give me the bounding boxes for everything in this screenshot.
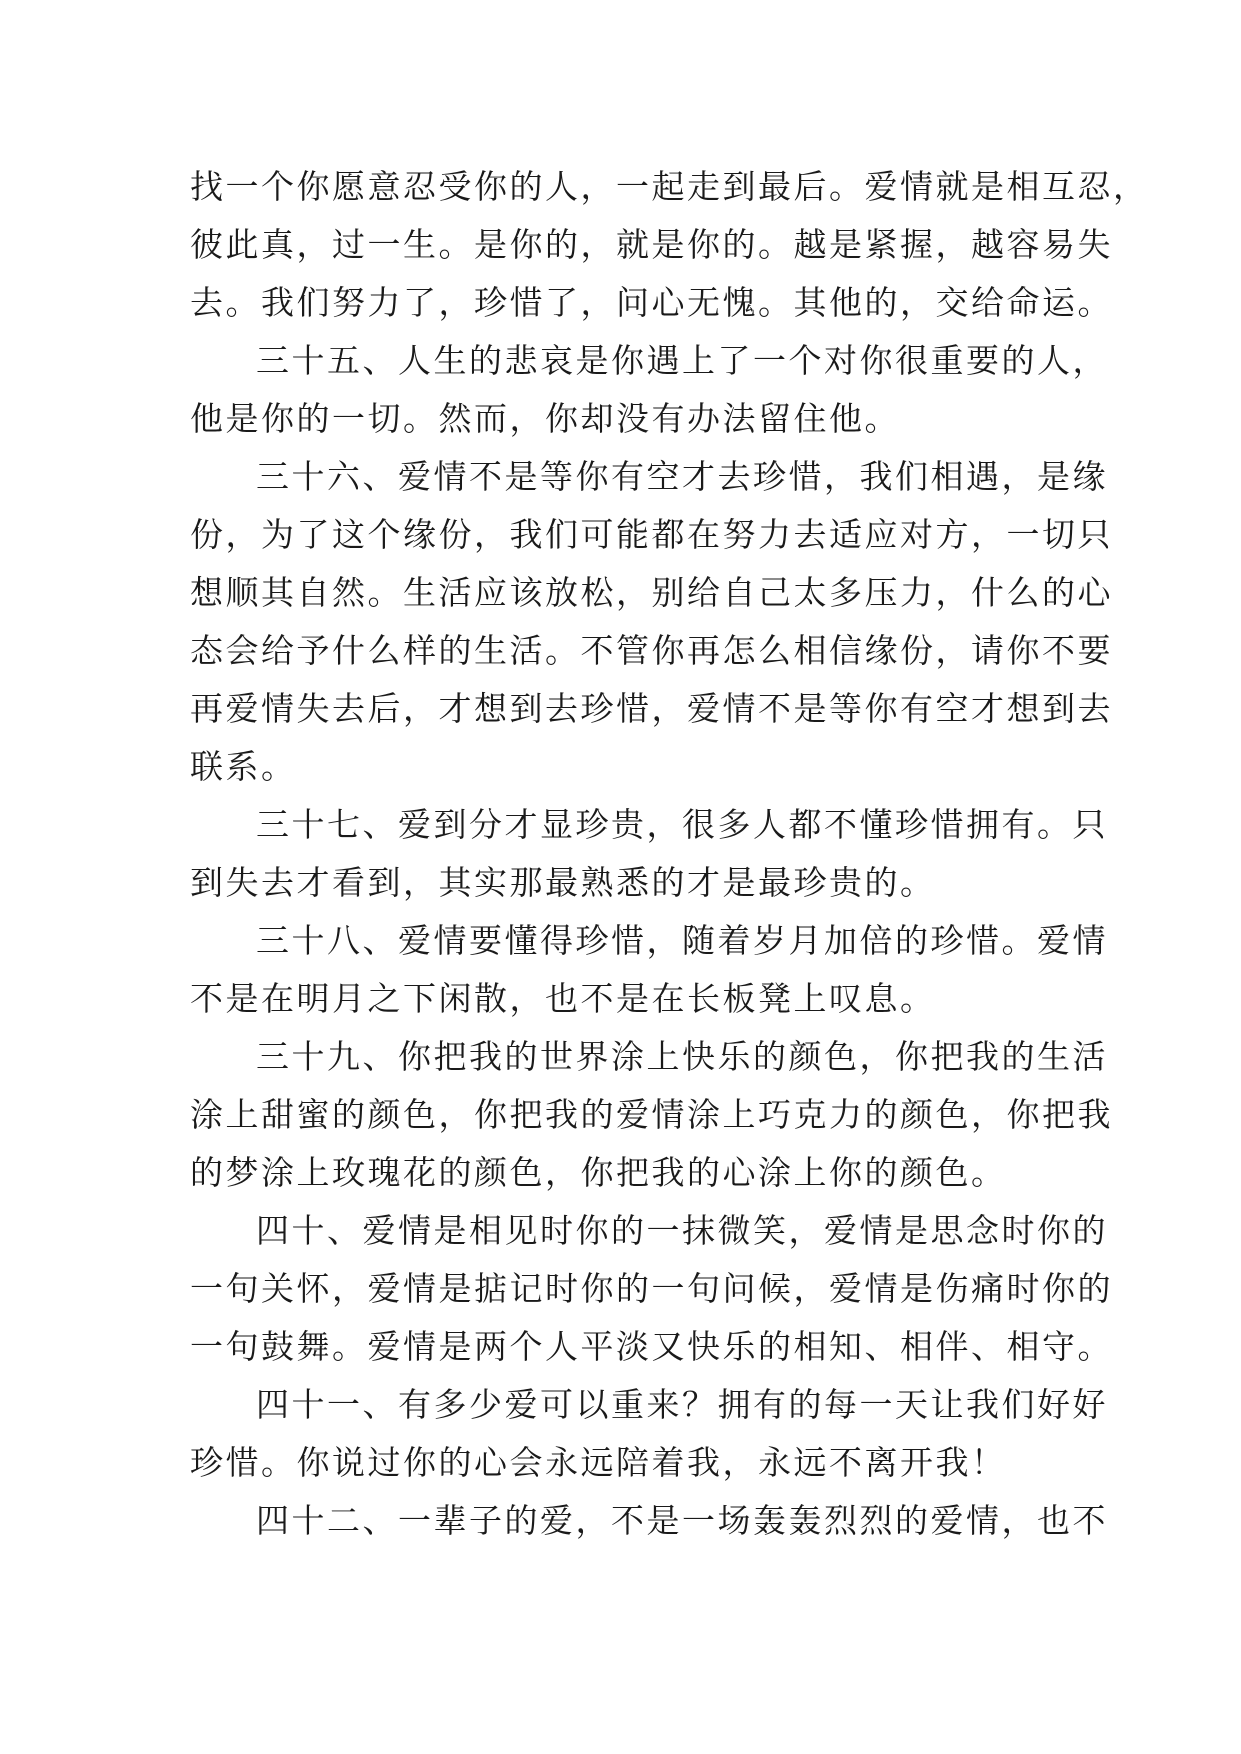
text-line: 去。我们努力了，珍惜了，问心无愧。其他的，交给命运。 — [190, 283, 1113, 322]
text-line: 彼此真，过一生。是你的，就是你的。越是紧握，越容易失 — [190, 225, 1113, 264]
text-line: 到失去才看到，其实那最熟悉的才是最珍贵的。 — [190, 863, 936, 902]
text-line: 联系。 — [190, 747, 297, 786]
text-line: 份，为了这个缘份，我们可能都在努力去适应对方，一切只 — [190, 515, 1113, 554]
paragraph-start-line: 四十、爱情是相见时你的一抹微笑，爱情是思念时你的 — [256, 1211, 1108, 1250]
paragraph-start-line: 三十九、你把我的世界涂上快乐的颜色，你把我的生活 — [256, 1037, 1108, 1076]
paragraph-start-line: 四十二、一辈子的爱，不是一场轰轰烈烈的爱情，也不 — [256, 1501, 1108, 1540]
text-line: 想顺其自然。生活应该放松，别给自己太多压力，什么的心 — [190, 573, 1113, 612]
paragraph-start-line: 三十五、人生的悲哀是你遇上了一个对你很重要的人， — [256, 341, 1108, 380]
paragraph-start-line: 三十七、爱到分才显珍贵，很多人都不懂珍惜拥有。只 — [256, 805, 1108, 844]
text-line: 一句鼓舞。爱情是两个人平淡又快乐的相知、相伴、相守。 — [190, 1327, 1113, 1366]
text-line: 他是你的一切。然而，你却没有办法留住他。 — [190, 399, 900, 438]
text-line: 珍惜。你说过你的心会永远陪着我，永远不离开我！ — [190, 1443, 1007, 1482]
paragraph-start-line: 三十六、爱情不是等你有空才去珍惜，我们相遇，是缘 — [256, 457, 1108, 496]
text-line: 态会给予什么样的生活。不管你再怎么相信缘份，请你不要 — [190, 631, 1113, 670]
text-line: 的梦涂上玫瑰花的颜色，你把我的心涂上你的颜色。 — [190, 1153, 1007, 1192]
text-line: 找一个你愿意忍受你的人，一起走到最后。爱情就是相互忍， — [190, 167, 1149, 206]
paragraph-start-line: 四十一、有多少爱可以重来？拥有的每一天让我们好好 — [256, 1385, 1108, 1424]
text-line: 不是在明月之下闲散，也不是在长板凳上叹息。 — [190, 979, 936, 1018]
text-line: 再爱情失去后，才想到去珍惜，爱情不是等你有空才想到去 — [190, 689, 1113, 728]
document-body — [190, 158, 1149, 1550]
paragraph-start-line: 三十八、爱情要懂得珍惜，随着岁月加倍的珍惜。爱情 — [256, 921, 1108, 960]
text-line: 涂上甜蜜的颜色，你把我的爱情涂上巧克力的颜色，你把我 — [190, 1095, 1113, 1134]
text-line: 一句关怀，爱情是掂记时你的一句问候，爱情是伤痛时你的 — [190, 1269, 1113, 1308]
